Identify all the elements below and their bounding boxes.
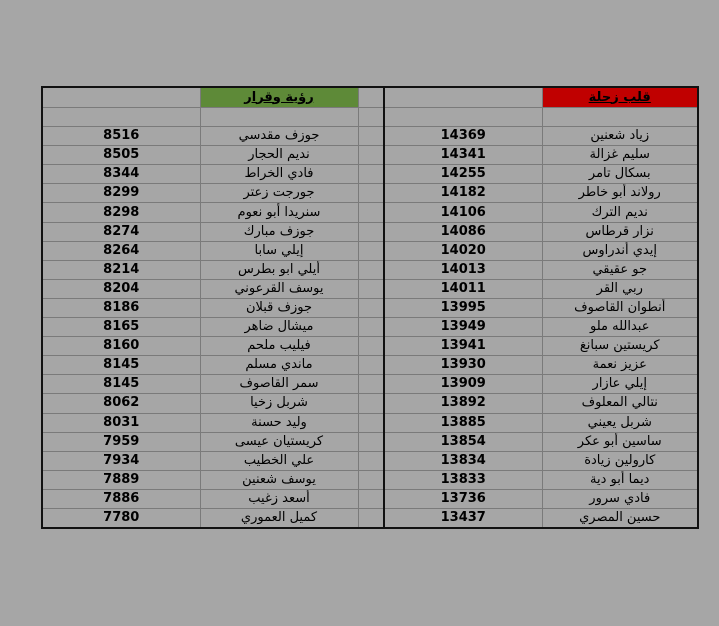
left-candidate-cell[interactable]: وليد حسنة	[200, 413, 358, 432]
separator-cell[interactable]	[358, 375, 384, 394]
separator-cell[interactable]	[358, 146, 384, 165]
separator-cell[interactable]	[358, 279, 384, 298]
separator-cell[interactable]	[358, 413, 384, 432]
spacer-row	[42, 108, 698, 127]
empty-cell[interactable]	[358, 108, 384, 127]
left-candidate-cell[interactable]: أسعد زغيب	[200, 489, 358, 508]
right-votes-cell[interactable]: 14255	[384, 165, 542, 184]
separator-cell[interactable]	[358, 356, 384, 375]
right-candidate-cell[interactable]: ساسين أبو عكر	[542, 432, 698, 451]
separator-cell[interactable]	[358, 394, 384, 413]
separator-cell[interactable]	[358, 298, 384, 317]
table-row	[42, 318, 698, 337]
left-candidate-cell[interactable]: جوزف مبارك	[200, 222, 358, 241]
right-candidate-cell[interactable]: عزيز نعمة	[542, 356, 698, 375]
table-row	[42, 241, 698, 260]
left-votes-cell[interactable]: 7959	[42, 432, 200, 451]
right-votes-cell[interactable]: 14013	[384, 260, 542, 279]
table-row	[42, 203, 698, 222]
left-candidate-cell[interactable]: ميشال ضاهر	[200, 318, 358, 337]
table-row	[42, 413, 698, 432]
list-header-vision-decision[interactable]: رؤية وقرار	[200, 87, 358, 108]
table-row	[42, 184, 698, 203]
right-candidate-cell[interactable]: أنطوان القاصوف	[542, 298, 698, 317]
right-votes-cell[interactable]: 13949	[384, 318, 542, 337]
left-candidate-cell[interactable]: فيليب ملحم	[200, 337, 358, 356]
left-votes-cell[interactable]: 8214	[42, 260, 200, 279]
table-row	[42, 489, 698, 508]
separator-cell[interactable]	[358, 489, 384, 508]
table-row	[42, 432, 698, 451]
right-votes-cell[interactable]: 14011	[384, 279, 542, 298]
empty-cell[interactable]	[200, 108, 358, 127]
left-votes-cell[interactable]: 8160	[42, 337, 200, 356]
header-row	[42, 87, 698, 108]
left-votes-cell[interactable]: 8344	[42, 165, 200, 184]
left-votes-cell[interactable]: 8145	[42, 375, 200, 394]
right-candidate-cell[interactable]: كارولين زيادة	[542, 451, 698, 470]
right-votes-cell[interactable]: 14369	[384, 127, 542, 146]
left-candidate-cell[interactable]: كريستيان عيسى	[200, 432, 358, 451]
table-row	[42, 470, 698, 489]
right-candidate-cell[interactable]: حسين المصري	[542, 508, 698, 528]
right-candidate-cell[interactable]: فادي سرور	[542, 489, 698, 508]
right-candidate-cell[interactable]: ربي القر	[542, 279, 698, 298]
right-votes-cell[interactable]: 13892	[384, 394, 542, 413]
right-votes-cell[interactable]: 13833	[384, 470, 542, 489]
left-candidate-cell[interactable]: كميل العموري	[200, 508, 358, 528]
left-votes-cell[interactable]: 8505	[42, 146, 200, 165]
right-candidate-cell[interactable]: بسكال تامر	[542, 165, 698, 184]
separator-cell[interactable]	[358, 165, 384, 184]
table-row	[42, 127, 698, 146]
table-row	[42, 298, 698, 317]
table-row	[42, 337, 698, 356]
left-candidate-cell[interactable]: سمر القاصوف	[200, 375, 358, 394]
separator-cell[interactable]	[358, 470, 384, 489]
right-votes-cell[interactable]: 14182	[384, 184, 542, 203]
right-votes-cell[interactable]: 13909	[384, 375, 542, 394]
header-cell-empty[interactable]	[42, 87, 200, 108]
right-candidate-cell[interactable]: كريستين سبانغ	[542, 337, 698, 356]
right-votes-cell[interactable]: 13930	[384, 356, 542, 375]
table-row	[42, 222, 698, 241]
separator-cell[interactable]	[358, 203, 384, 222]
right-candidate-cell[interactable]: إيدي أندراوس	[542, 241, 698, 260]
right-votes-cell[interactable]: 13941	[384, 337, 542, 356]
left-votes-cell[interactable]: 8145	[42, 356, 200, 375]
left-candidate-cell[interactable]: جوزف مقدسي	[200, 127, 358, 146]
left-votes-cell[interactable]: 7780	[42, 508, 200, 528]
left-candidate-cell[interactable]: إيلي سابا	[200, 241, 358, 260]
right-votes-cell[interactable]: 13736	[384, 489, 542, 508]
left-candidate-cell[interactable]: نديم الحجار	[200, 146, 358, 165]
empty-cell[interactable]	[542, 108, 698, 127]
left-candidate-cell[interactable]: شربل زخيا	[200, 394, 358, 413]
separator-cell[interactable]	[358, 337, 384, 356]
table-row	[42, 146, 698, 165]
empty-cell[interactable]	[42, 108, 200, 127]
right-candidate-cell[interactable]: رولاند أبو خاطر	[542, 184, 698, 203]
left-candidate-cell[interactable]: علي الخطيب	[200, 451, 358, 470]
left-candidate-cell[interactable]: يوسف القرعوني	[200, 279, 358, 298]
left-candidate-cell[interactable]: ماندي مسلم	[200, 356, 358, 375]
right-votes-cell[interactable]: 13437	[384, 508, 542, 528]
table-row	[42, 260, 698, 279]
left-votes-cell[interactable]: 8062	[42, 394, 200, 413]
empty-cell[interactable]	[384, 108, 542, 127]
list-header-heart-of-zahle[interactable]: قلب زحلة	[542, 87, 698, 108]
table-row	[42, 451, 698, 470]
right-candidate-cell[interactable]: نتالي المعلوف	[542, 394, 698, 413]
separator-cell[interactable]	[358, 260, 384, 279]
left-votes-cell[interactable]: 7886	[42, 489, 200, 508]
table-row	[42, 508, 698, 528]
left-votes-cell[interactable]: 8186	[42, 298, 200, 317]
right-candidate-cell[interactable]: نديم الترك	[542, 203, 698, 222]
left-votes-cell[interactable]: 8165	[42, 318, 200, 337]
right-candidate-cell[interactable]: ديما أبو دية	[542, 470, 698, 489]
left-votes-cell[interactable]: 8299	[42, 184, 200, 203]
left-votes-cell[interactable]: 8031	[42, 413, 200, 432]
table-row	[42, 375, 698, 394]
right-votes-cell[interactable]: 13995	[384, 298, 542, 317]
separator-cell[interactable]	[358, 127, 384, 146]
left-votes-cell[interactable]: 8298	[42, 203, 200, 222]
table-row	[42, 279, 698, 298]
left-candidate-cell[interactable]: جوزف قبلان	[200, 298, 358, 317]
separator-cell[interactable]	[358, 222, 384, 241]
right-candidate-cell[interactable]: زياد شعنين	[542, 127, 698, 146]
right-candidate-cell[interactable]: نزار قرطاس	[542, 222, 698, 241]
right-votes-cell[interactable]: 13834	[384, 451, 542, 470]
left-candidate-cell[interactable]: أيلي ابو بطرس	[200, 260, 358, 279]
right-candidate-cell[interactable]: سليم غزالة	[542, 146, 698, 165]
right-candidate-cell[interactable]: عبدالله ملو	[542, 318, 698, 337]
separator-cell[interactable]	[358, 241, 384, 260]
right-votes-cell[interactable]: 13854	[384, 432, 542, 451]
left-votes-cell[interactable]: 7934	[42, 451, 200, 470]
separator-cell[interactable]	[358, 184, 384, 203]
left-votes-cell[interactable]: 8516	[42, 127, 200, 146]
separator-cell[interactable]	[358, 432, 384, 451]
right-candidate-cell[interactable]: شربل يعيني	[542, 413, 698, 432]
table-row	[42, 356, 698, 375]
right-votes-cell[interactable]: 14106	[384, 203, 542, 222]
left-candidate-cell[interactable]: يوسف شعنين	[200, 470, 358, 489]
left-votes-cell[interactable]: 7889	[42, 470, 200, 489]
left-votes-cell[interactable]: 8204	[42, 279, 200, 298]
right-votes-cell[interactable]: 14341	[384, 146, 542, 165]
separator-cell[interactable]	[358, 451, 384, 470]
separator-cell[interactable]	[358, 508, 384, 528]
left-candidate-cell[interactable]: جورجت زعتر	[200, 184, 358, 203]
header-cell-empty[interactable]	[384, 87, 542, 108]
right-candidate-cell[interactable]: إيلي عازار	[542, 375, 698, 394]
results-table	[41, 86, 699, 529]
separator-cell[interactable]	[358, 318, 384, 337]
right-votes-cell[interactable]: 14086	[384, 222, 542, 241]
left-votes-cell[interactable]: 8274	[42, 222, 200, 241]
table-row	[42, 165, 698, 184]
left-candidate-cell[interactable]: سنريدا أبو نعوم	[200, 203, 358, 222]
header-cell-separator[interactable]	[358, 87, 384, 108]
left-votes-cell[interactable]: 8264	[42, 241, 200, 260]
table-row	[42, 394, 698, 413]
left-candidate-cell[interactable]: فادي الخراط	[200, 165, 358, 184]
right-votes-cell[interactable]: 14020	[384, 241, 542, 260]
right-votes-cell[interactable]: 13885	[384, 413, 542, 432]
right-candidate-cell[interactable]: جو عقيقي	[542, 260, 698, 279]
